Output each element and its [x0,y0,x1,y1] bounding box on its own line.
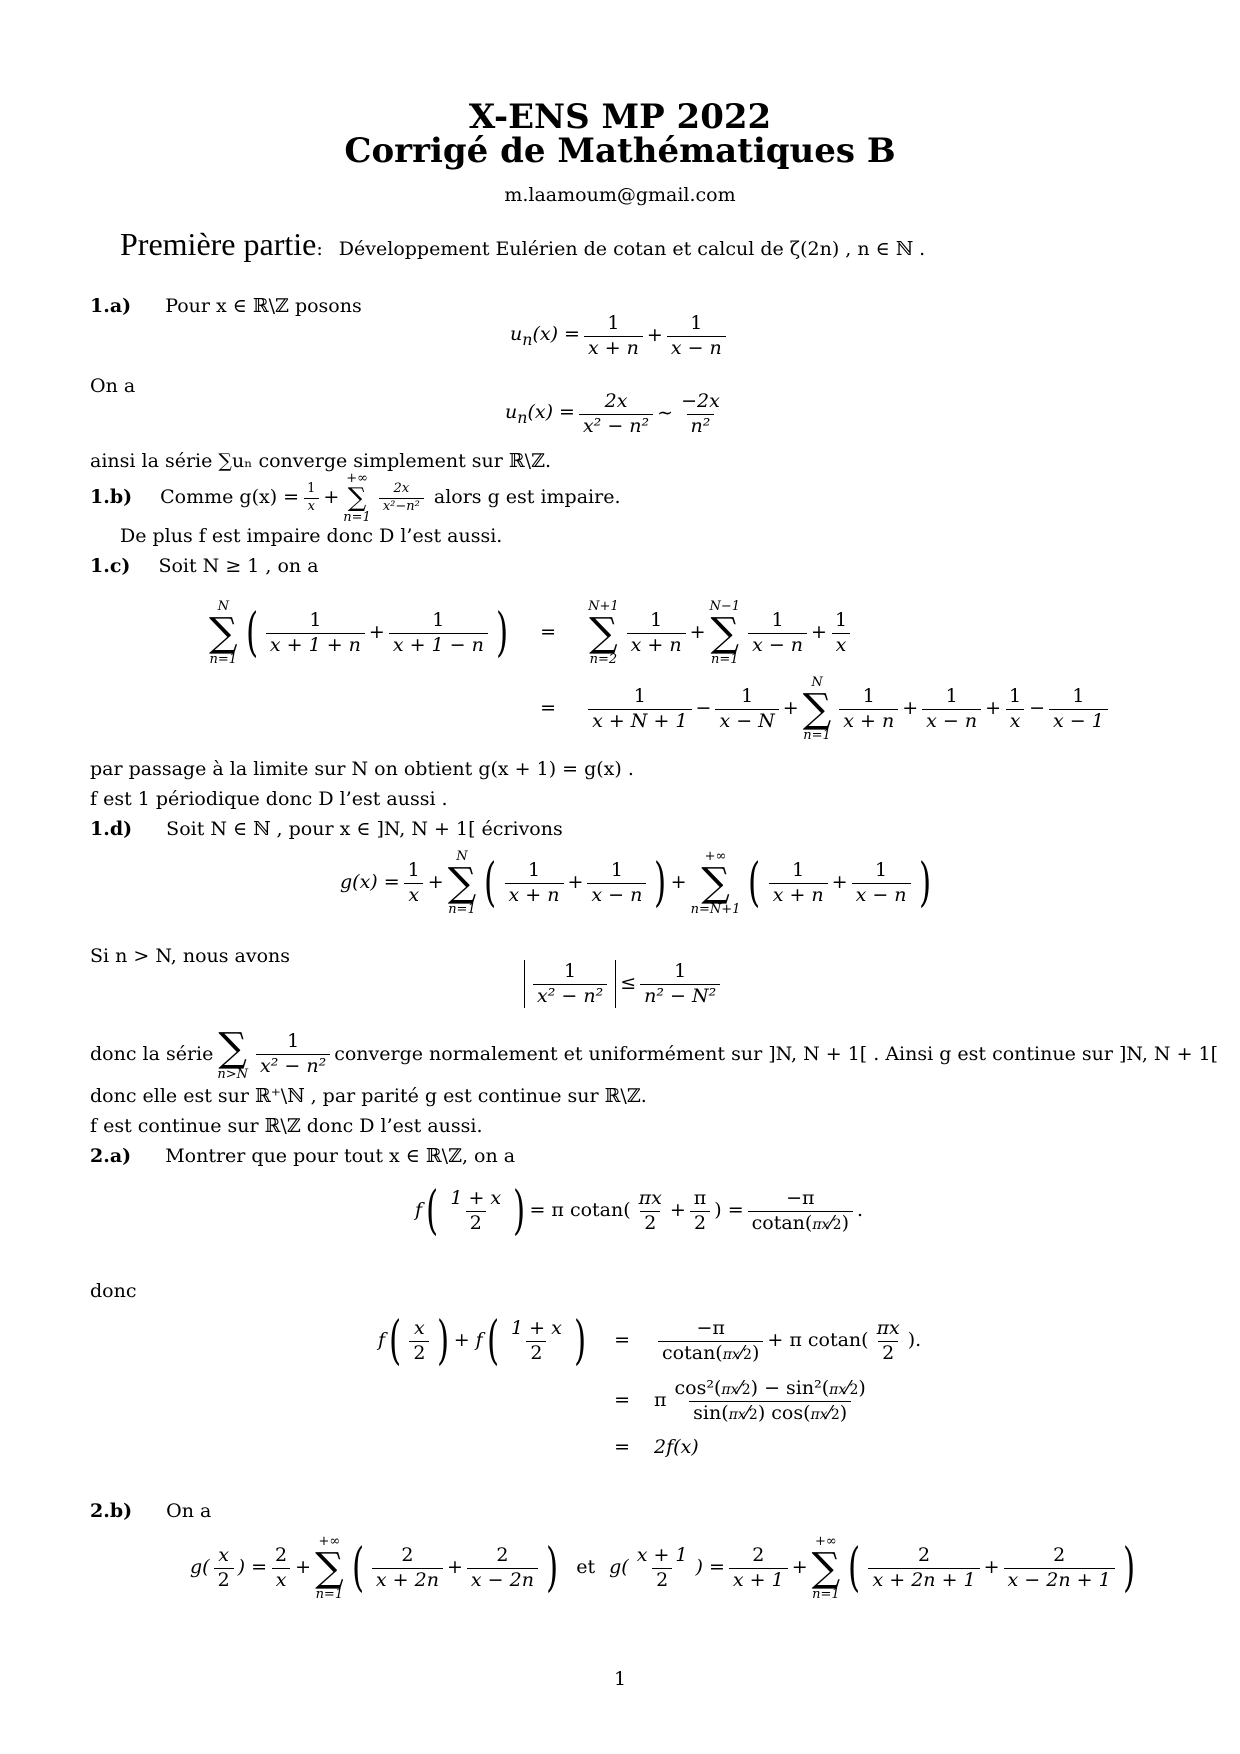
q1d-text: Soit N ∈ ℕ , pour x ∈ ]N, N + 1[ écrivons [166,818,563,840]
page-number: 1 [613,1668,627,1690]
q1c-line [90,555,319,579]
q1d-line-a: donc elle est sur ℝ⁺\ℕ , par parité g est continue sur ℝ\ℤ. [90,1085,647,1107]
eq-un-definition: $u_n(x)$ = $\frac{1}{x + n}$ + $\frac{1}{x - n}$ [510,312,730,361]
q1a-conclusion: ainsi la série ∑uₙ converge simplement sur ℝ\ℤ. [90,450,551,472]
q2b-line [90,1500,211,1524]
q1b-line: 1.b) Comme g(x) = $\frac{1}{x}$ + +∞ ∑ n=1 $\frac{2x}{\text{x²−n²}}$ alors g est impaire. [90,471,621,525]
q1b-label: 1.b) [90,486,133,509]
document-title-line1: X-ENS MP 2022 [468,97,772,137]
q1c-text: Soit N ≥ 1 , on a [158,555,319,577]
part-heading [120,224,925,264]
q1d-line-b: f est continue sur ℝ\ℤ donc D l’est aussi. [90,1115,483,1137]
q1c-label: 1.c) [90,555,131,577]
eq-f-half: f ( $\frac{1 + x}{2}$ ) = π cotan( $\frac{\pi x}{2}$ + $\frac{\pi}{2}$ ) = $\frac{-\pi}{cotan(\pi x⁄2)}$ . [415,1181,864,1241]
q1d-serie-post: converge normalement et uniformément sur ]N, N + 1[ . Ainsi g est continue sur ]N, N + 1[ [334,1042,1219,1065]
q1d-label: 1.d) [90,818,133,840]
eq-bound: $\frac{1}{\text{x² − n²}}$ ≤ $\frac{1}{\text{n² − N²}}$ [520,960,724,1009]
q1a-line [90,295,362,319]
q1d-line [90,818,563,842]
q1d-serie-line: donc la série ∑ n>N $\frac{1}{\text{x² − n²}}$ converge normalement et uniformément sur ]N, N + 1[ . Ainsi g est continue sur ]N, N + 1[ [90,1025,1219,1082]
eq-functional-identity: f ( $\frac{x}{2}$ ) + f ( $\frac{1 + x}{2}$ ) = $\frac{-\pi}{cotan(\pi x⁄2)}$ + π cotan( $\frac{\pi x}{2}$ ). = π $\frac{\text{cos²(πx⁄2) − sin²(πx⁄2)}}{\sin(\pi x⁄2) \cos(\pi x⁄2)}$ = 2f(x) [378,1311,922,1458]
q2a-text: Montrer que pour tout x ∈ ℝ\ℤ, on a [165,1145,516,1167]
part-title: Première partie [120,226,317,262]
q2b-text: On a [166,1500,212,1522]
q1b-text-pre: Comme g(x) = [160,486,300,509]
q2b-et: et [576,1556,596,1579]
q2a-line [90,1145,515,1169]
eq-g-half: g( $\frac{x}{2}$ ) = $\frac{2}{x}$ + +∞ ∑ n=1 ( $\frac{2}{x + 2n}$ + $\frac{2}{x - 2n}$ ) et g( $\frac{x + 1}{2}$ ) = $\frac{2}{x + 1}$ + +∞ ∑ n=1 ( $\frac{2}{x + 2n + 1}$ + $\frac{2}{x - 2n + 1}$ ) [190,1534,1135,1602]
author-email: m.laamoum@gmail.com [504,184,736,206]
document-title-line2: Corrigé de Mathématiques B [344,131,896,171]
q2b-label: 2.b) [90,1500,133,1522]
q1a-text: Pour x ∈ ℝ\ℤ posons [165,295,362,317]
q1c-conclusion2: f est 1 périodique donc D l’est aussi . [90,788,448,810]
q1b-line2: De plus f est impaire donc D l’est aussi. [120,525,503,547]
q1b-text-post: alors g est impaire. [433,486,621,509]
eq-telescoping: N ∑ n=1 ( $\frac{1}{x + 1 + n}$ + $\frac{1}{x + 1 - n}$ ) = N+1 ∑ n=2 $\frac{1}{x + n}$ + N−1 ∑ n=1 $\frac{1}{x - n}$ + $\frac{1}{x}$ = $\frac{1}{x + N + 1}$ − $\frac{1}{x - N}$ + N ∑ n=1 $\frac{1}{x + n}$ + $\frac{1}{x - n}$ + $\frac{1}{x}$ − $\frac{1}{x - 1}$ [205,600,1112,742]
part-subtitle: Développement Eulérien de cotan et calcul de ζ(2n) , n ∈ ℕ . [338,238,926,260]
q2a-donc: donc [90,1280,137,1302]
q2a-label: 2.a) [90,1145,132,1167]
part-colon: : [316,238,323,260]
q1c-conclusion1: par passage à la limite sur N on obtient g(x + 1) = g(x) . [90,758,634,780]
q1a-on-a: On a [90,375,136,397]
q1a-label: 1.a) [90,295,132,317]
eq-g-split: g(x) = $\frac{1}{x}$ + N ∑ n=1 ( $\frac{1}{x + n}$ + $\frac{1}{x - n}$ ) + +∞ ∑ n=N+1 ( $\frac{1}{x + n}$ + $\frac{1}{x - n}$ ) [340,849,931,917]
q1d-serie-pre: donc la série [90,1042,214,1065]
eq-un-equivalent: $u_n(x)$ = $\frac{2x}{\text{x² − n²}}$ ∼ $\frac{-2x}{\text{n²}}$ [505,390,720,437]
q1d-si: Si n > N, nous avons [90,945,291,967]
